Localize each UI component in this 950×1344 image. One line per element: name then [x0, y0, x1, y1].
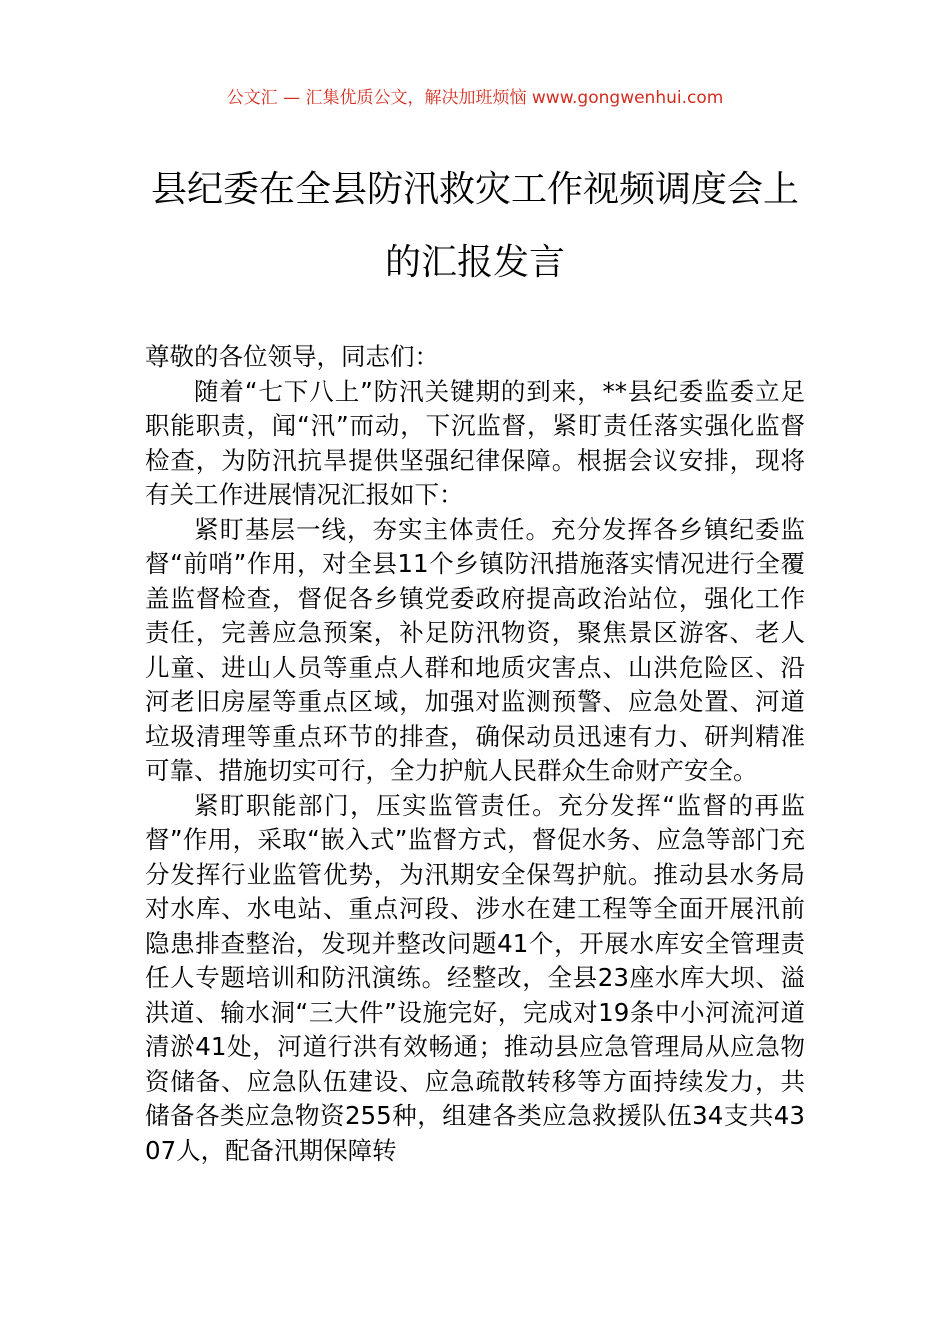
paragraph-departments: 紧盯职能部门，压实监管责任。充分发挥“监督的再监督”作用，采取“嵌入式”监督方式，督促水务、应急等部门充分发挥行业监管优势，为汛期安全保驾护航。推动县水务局对水库、水电站、重点河段、涉水在建工程等全面开展汛前隐患排查整治，发现并整改问题41个，开展水库安全管理责任人专题培训和防汛演练。经整改，全县23座水库大坝、溢洪道、输水洞“三大件”设施完好，完成对19条中小河流河道清淤41处，河道行洪有效畅通；推动县应急管理局从应急物资储备、应急队伍建设、应急疏散转移等方面持续发力，共储备各类应急物资255种，组建各类应急救援队伍34支共4307人，配备汛期保障转 [145, 790, 805, 1165]
document-title: 县纪委在全县防汛救灾工作视频调度会上的汇报发言 [150, 169, 799, 283]
paragraph-grassroots: 紧盯基层一线，夯实主体责任。充分发挥各乡镇纪委监督“前哨”作用，对全县11个乡镇防汛措施落实情况进行全覆盖监督检查，督促各乡镇党委政府提高政治站位，强化工作责任，完善应急预案，补足防汛物资，聚焦景区游客、老人儿童、进山人员等重点人群和地质灾害点、山洪危险区、沿河老旧房屋等重点区域，加强对监测预警、应急处置、河道垃圾清理等重点环节的排查，确保动员迅速有力、研判精准可靠、措施切实可行，全力护航人民群众生命财产安全。 [145, 514, 805, 785]
document-body [145, 340, 805, 1168]
paragraph-intro: 随着“七下八上”防汛关键期的到来，**县纪委监委立足职能职责，闻“汛”而动，下沉监督，紧盯责任落实强化监督检查，为防汛抗旱提供坚强纪律保障。根据会议安排，现将有关工作进展情况汇报如下： [145, 376, 805, 509]
salutation: 尊敬的各位领导，同志们： [145, 342, 439, 371]
header-banner: 公文汇 — 汇集优质公文，解决加班烦恼 www.gongwenhui.com [226, 88, 724, 108]
